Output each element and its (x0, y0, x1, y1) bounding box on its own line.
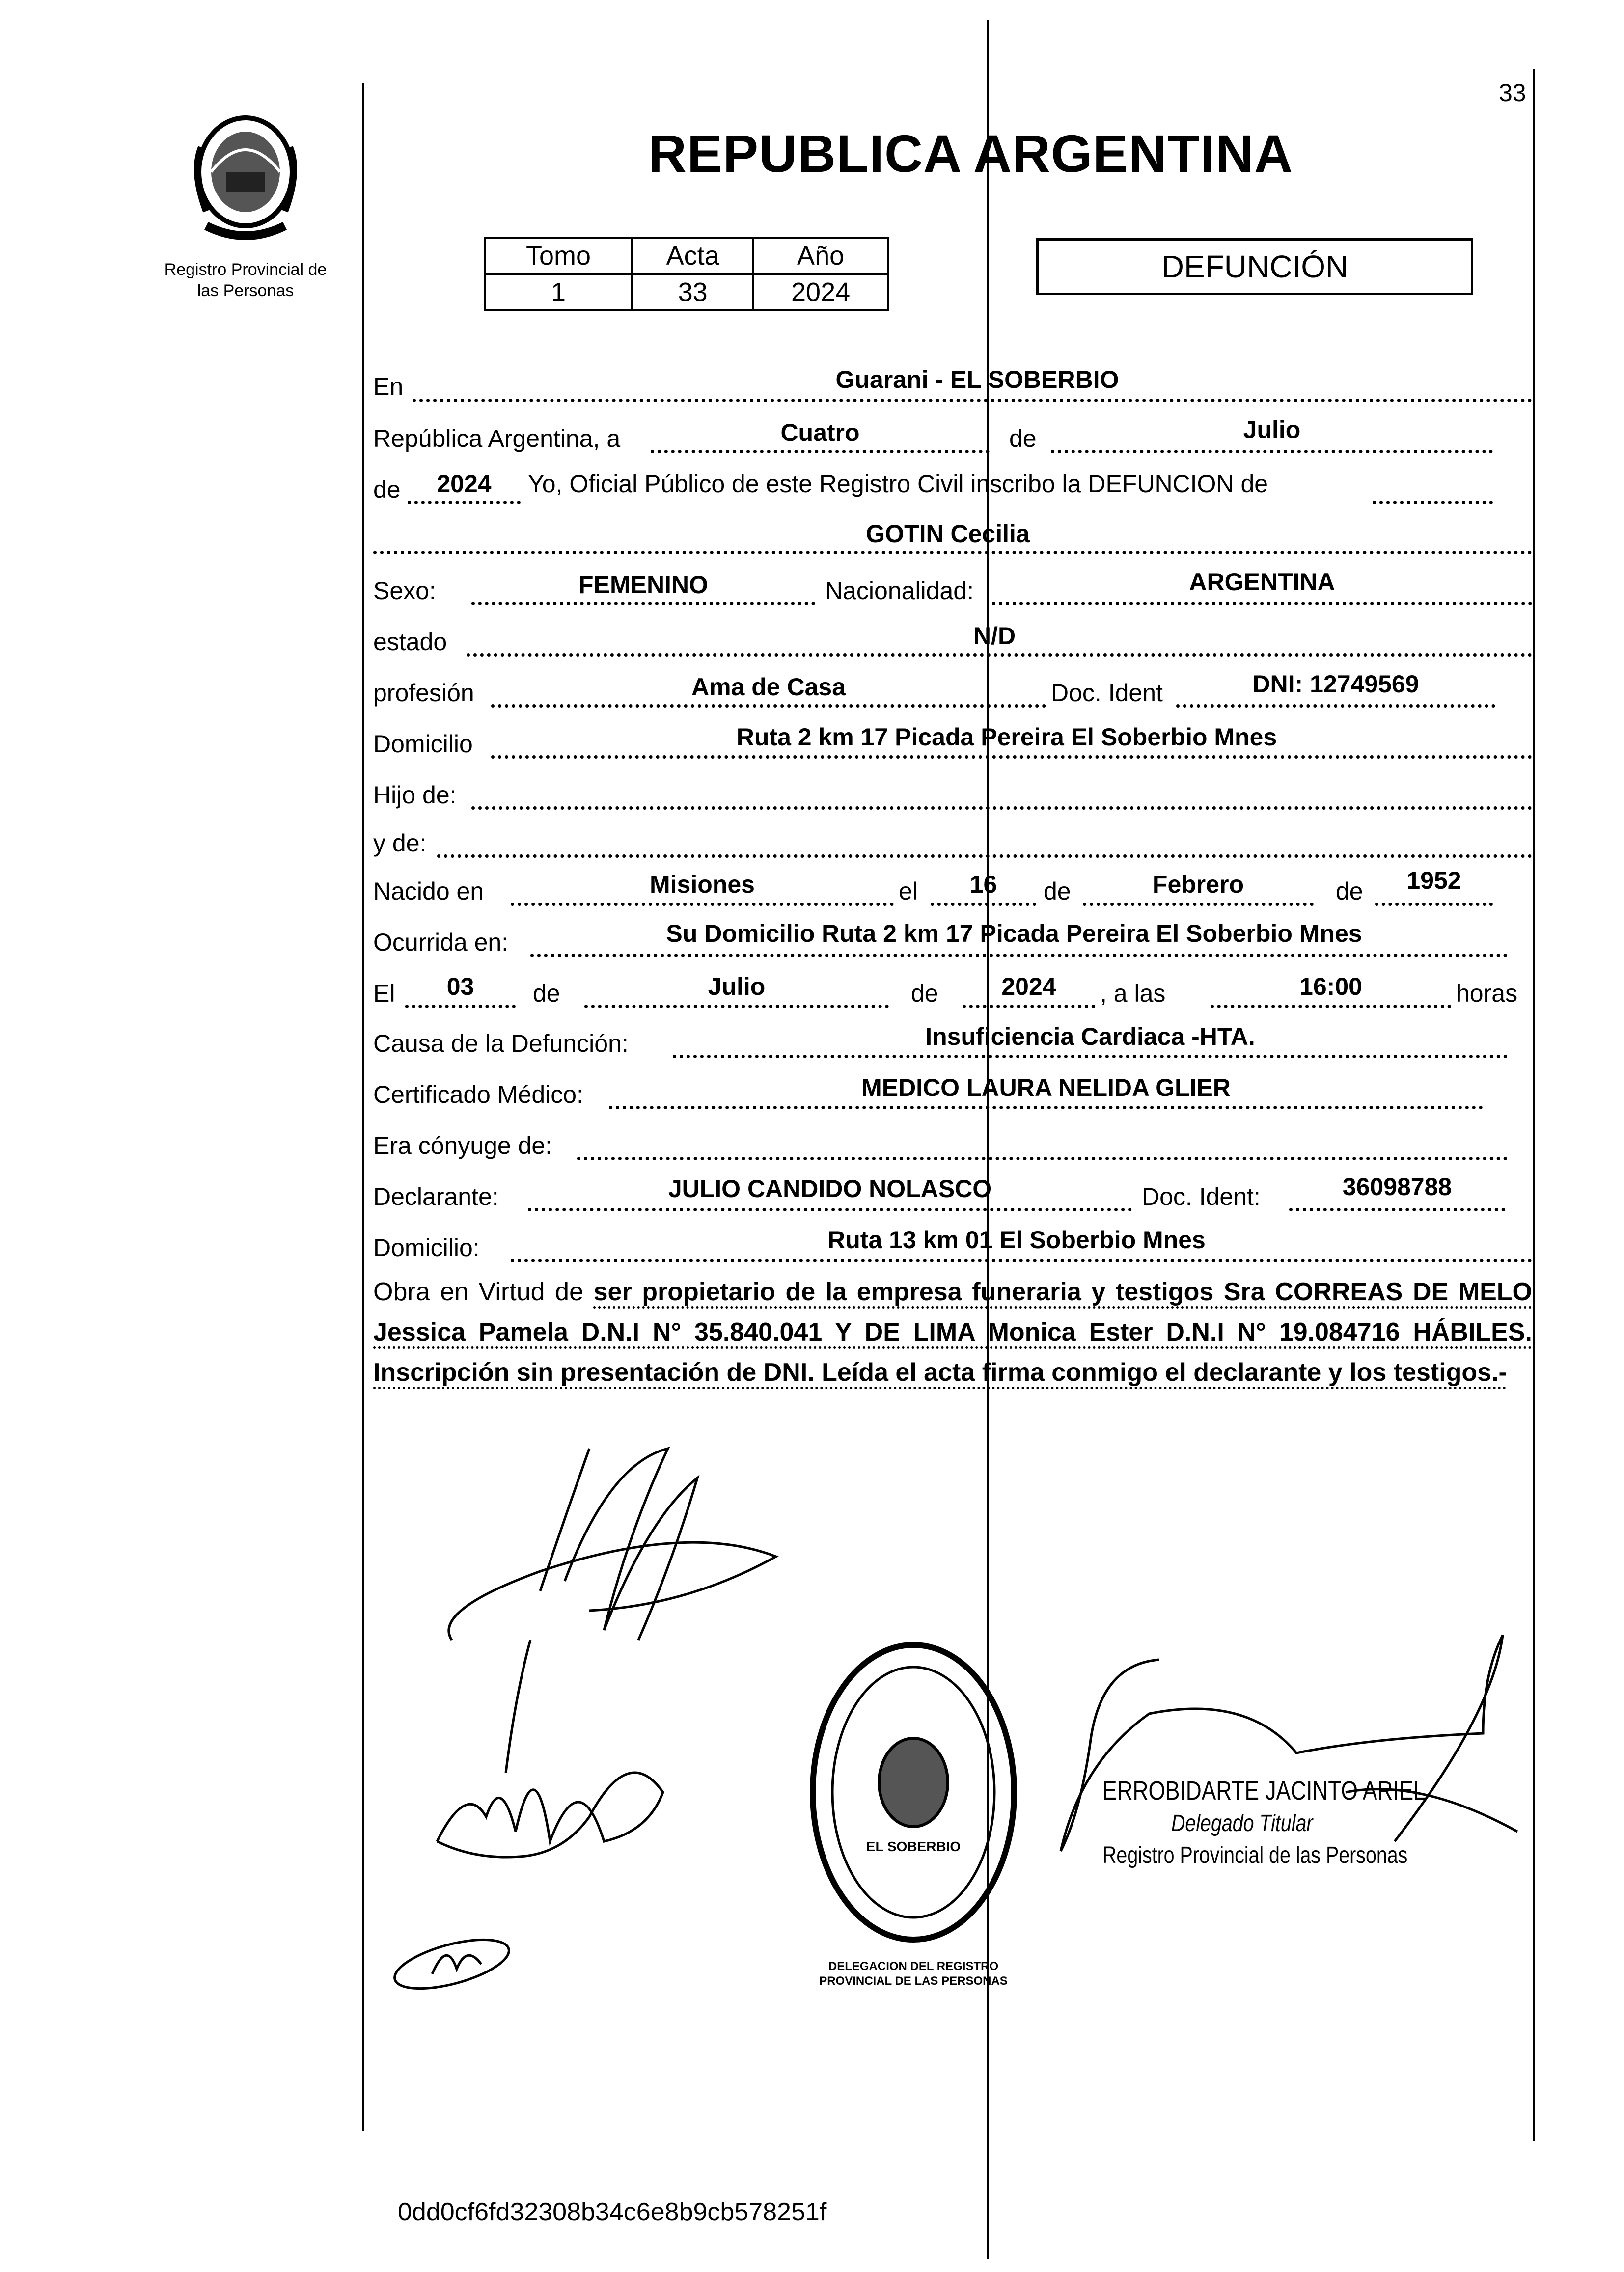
seal-outer-text: DELEGACION DEL REGISTRO PROVINCIAL DE LAS PERSONAS (819, 1960, 1008, 1988)
nacido-dots (511, 903, 894, 906)
day-text: Cuatro (780, 419, 860, 446)
sexo-dots (471, 602, 815, 605)
anio-value: 2024 (753, 274, 888, 310)
sexo-label: Sexo: (373, 577, 436, 604)
misiones-emblem-icon (177, 98, 314, 246)
month-text: Julio (1243, 416, 1301, 443)
ocurrida-label: Ocurrida en: (373, 929, 509, 956)
witness-signature-icon (417, 1694, 688, 1871)
nacionalidad-dots (992, 602, 1532, 605)
year-dots (408, 501, 521, 504)
birth-month-dots (1083, 903, 1314, 906)
obra-label: Obra en Virtud de (373, 1278, 583, 1306)
name-dots (373, 551, 1532, 554)
declarante-label: Declarante: (373, 1183, 499, 1210)
nacido-label: Nacido en (373, 877, 484, 905)
official-org: Registro Provincial de las Personas (1102, 1842, 1408, 1868)
org-name (147, 259, 344, 301)
en-label: En (373, 373, 404, 400)
obra-text: ser propietario de la empresa funeraria y testigos Sra CORREAS DE MELO Jessica Pamela D.N.I N° 35.840.041 Y DE LIMA Monica Ester D.N.I N° 19.084716 HÁBILES. Inscripción sin presentación de DNI. Leída el acta firma conmigo el declarante y los testigos.- (373, 1278, 1532, 1387)
el2-label: El (373, 980, 395, 1007)
yde-dots (437, 854, 1532, 858)
doc2-value: 36098788 (1342, 1173, 1452, 1201)
doc-value: DNI: 12749569 (1252, 670, 1419, 698)
death-year-dots (963, 1005, 1095, 1008)
ocurrida-dots (530, 954, 1508, 957)
de-label: de (1009, 425, 1037, 452)
acta-header: Acta (632, 238, 753, 274)
record-table-header-row (485, 238, 888, 274)
domicilio-dots (491, 755, 1532, 759)
domicilio2-value: Ruta 13 km 01 El Soberbio Mnes (827, 1226, 1206, 1254)
left-margin-line (362, 83, 364, 2131)
profesion-value: Ama de Casa (691, 673, 846, 701)
de3-label: de (1044, 877, 1071, 905)
estado-label: estado (373, 628, 447, 656)
official-role: Delegado Titular (1171, 1810, 1313, 1836)
death-month-dots (584, 1005, 889, 1008)
doc-dots (1176, 704, 1495, 708)
death-time-dots (1211, 1005, 1451, 1008)
causa-label: Causa de la Defunción: (373, 1030, 629, 1057)
doc2-label: Doc. Ident: (1142, 1183, 1261, 1210)
nacionalidad-value: ARGENTINA (1189, 568, 1335, 596)
hijo-label: Hijo de: (373, 781, 457, 809)
tomo-header: Tomo (485, 238, 632, 274)
conyuge-dots (577, 1157, 1508, 1160)
birth-year: 1952 (1406, 867, 1461, 894)
death-time: 16:00 (1299, 973, 1362, 1000)
acta-value: 33 (632, 274, 753, 310)
el-label: el (899, 877, 918, 905)
inscribo-dots (1373, 501, 1493, 504)
year-value: 2024 (437, 470, 492, 497)
causa-value: Insuficiencia Cardiaca -HTA. (925, 1023, 1255, 1050)
domicilio2-label: Domicilio: (373, 1234, 480, 1261)
ocurrida-value: Su Domicilio Ruta 2 km 17 Picada Pereira El Soberbio Mnes (666, 920, 1362, 947)
yde-label: y de: (373, 829, 427, 857)
doc-label: Doc. Ident (1051, 679, 1163, 707)
registry-seal-icon (805, 1635, 1021, 1949)
domicilio-label: Domicilio (373, 730, 473, 758)
month-dots (1051, 450, 1493, 453)
conyuge-label: Era cónyuge de: (373, 1132, 552, 1159)
de5-label: de (533, 980, 560, 1007)
official-name: ERROBIDARTE JACINTO ARIEL (1102, 1776, 1426, 1806)
day-dots (651, 450, 990, 453)
nacido-value: Misiones (650, 871, 755, 898)
birth-day-dots (931, 903, 1036, 906)
en-dots (413, 399, 1532, 402)
document-hash: 0dd0cf6fd32308b34c6e8b9cb578251f (398, 2198, 827, 2226)
record-table (484, 237, 889, 311)
witness-initials-icon (383, 1910, 530, 2003)
page-title: REPUBLICA ARGENTINA (648, 124, 1293, 183)
death-year: 2024 (1001, 973, 1056, 1000)
causa-dots (673, 1055, 1508, 1058)
nacionalidad-label: Nacionalidad: (825, 577, 974, 604)
estado-dots (467, 653, 1532, 657)
domicilio-value: Ruta 2 km 17 Picada Pereira El Soberbio Mnes (736, 723, 1277, 751)
declarante-dots (528, 1208, 1132, 1211)
deceased-name: GOTIN Cecilia (866, 520, 1030, 547)
tomo-value: 1 (485, 274, 632, 310)
org-name-line1: Registro Provincial de (164, 260, 327, 279)
sexo-value: FEMENINO (578, 571, 708, 599)
doc2-dots (1289, 1208, 1505, 1211)
domicilio2-dots (511, 1259, 1532, 1262)
death-month: Julio (708, 973, 766, 1000)
hijo-dots (471, 806, 1532, 810)
profesion-dots (491, 704, 1046, 708)
anio-header: Año (753, 238, 888, 274)
birth-year-dots (1375, 903, 1493, 906)
horas-label: horas (1456, 980, 1518, 1007)
de4-label: de (1336, 877, 1363, 905)
declarante-value: JULIO CANDIDO NOLASCO (668, 1175, 992, 1203)
birth-month: Febrero (1152, 871, 1244, 898)
birth-day: 16 (969, 871, 997, 898)
de6-label: de (911, 980, 938, 1007)
certificado-label: Certificado Médico: (373, 1081, 583, 1108)
profesion-label: profesión (373, 679, 474, 707)
death-day-dots (405, 1005, 516, 1008)
page-number: 33 (1499, 79, 1526, 107)
republica-label: República Argentina, a (373, 425, 621, 452)
record-type-box: DEFUNCIÓN (1036, 238, 1473, 295)
record-table-value-row (485, 274, 888, 310)
seal-inner-text: EL SOBERBIO (866, 1839, 961, 1854)
de2-label: de (373, 476, 401, 503)
alas-label: , a las (1100, 980, 1166, 1007)
certificado-value: MEDICO LAURA NELIDA GLIER (861, 1074, 1231, 1101)
obra-paragraph (373, 1272, 1532, 1393)
right-margin-line (1533, 69, 1535, 2141)
en-value: Guarani - EL SOBERBIO (835, 366, 1119, 393)
estado-value: N/D (973, 622, 1016, 650)
death-day: 03 (446, 973, 474, 1000)
certificado-dots (609, 1106, 1483, 1109)
inscribo-text: Yo, Oficial Público de este Registro Civil inscribo la DEFUNCION de (528, 470, 1268, 497)
org-name-line2: las Personas (197, 281, 294, 300)
